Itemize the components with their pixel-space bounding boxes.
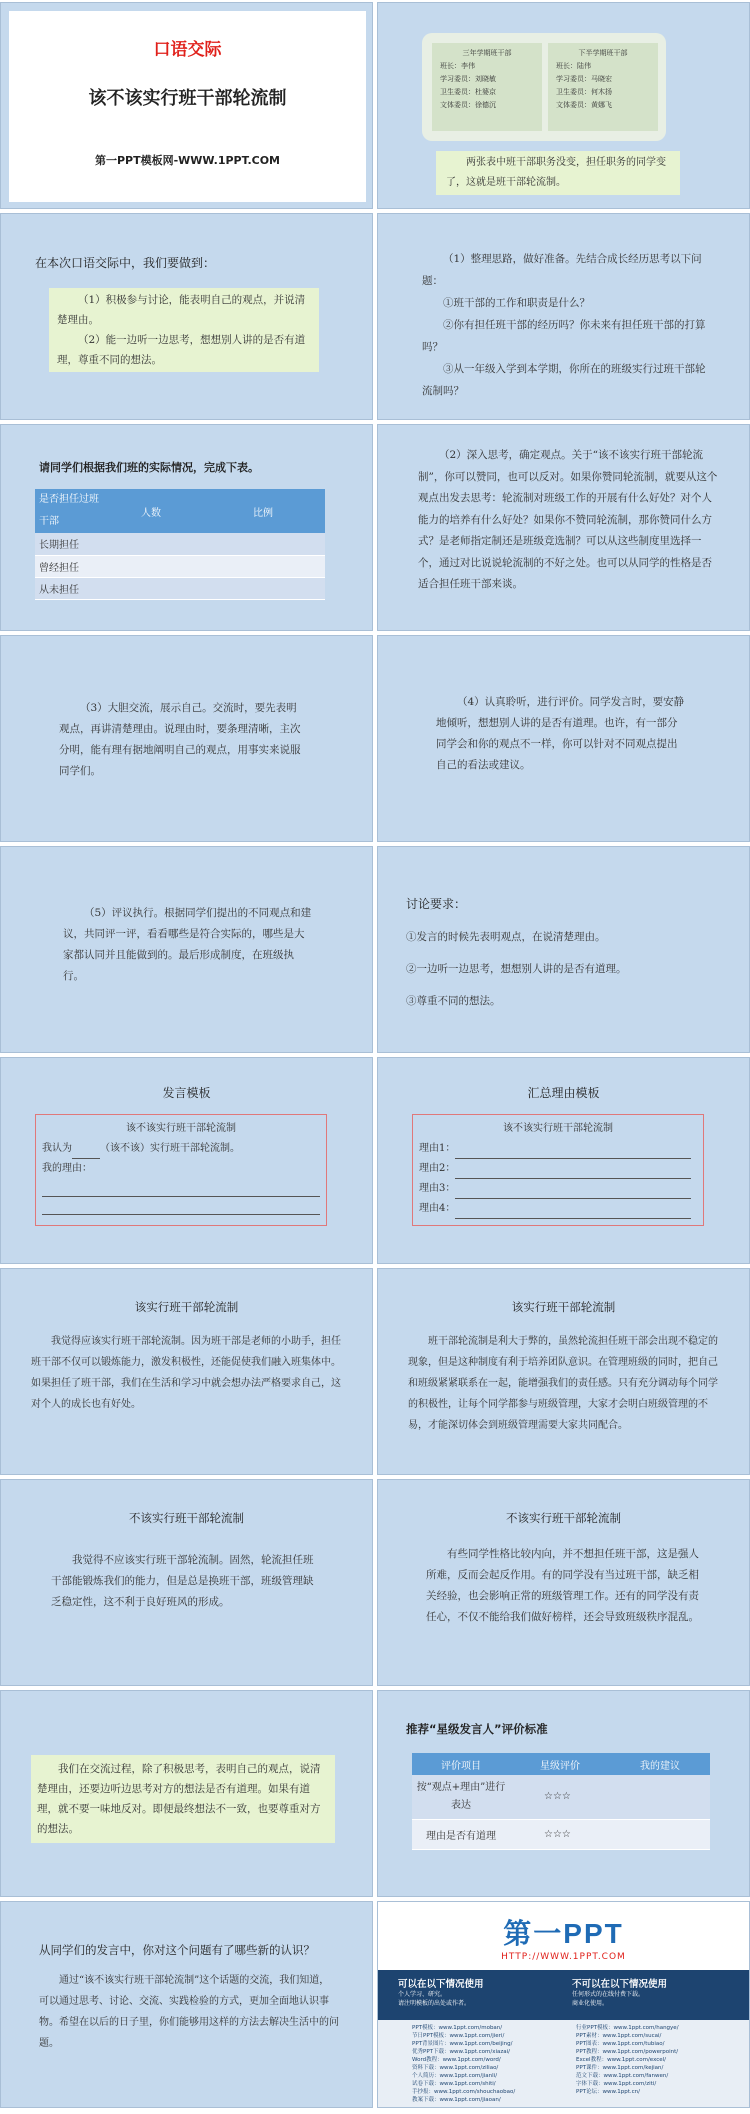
card-left: 三年学期班干部 班长：李伟 学习委员：刘晓敏 卫生委员：杜婆京 文体委员：徐德沉 [432, 43, 542, 131]
slide-title[interactable] [0, 2, 373, 209]
link[interactable]: 资料下载：www.1ppt.com/ziliao/ [412, 2065, 499, 2071]
slide-pro-2[interactable] [377, 1268, 750, 1475]
links-area [378, 2020, 749, 2108]
speech-template-box: 该不该实行班干部轮流制 我认为 （该不该）实行班干部轮流制。 我的理由： [35, 1114, 327, 1226]
table-row: 曾经担任 [35, 555, 325, 577]
survey-heading: 请同学们根据我们班的实际情况，完成下表。 [39, 461, 259, 474]
slide-speech-template[interactable] [0, 1057, 373, 1264]
slide-con-2[interactable] [377, 1479, 750, 1686]
link[interactable]: 节日PPT模板：www.1ppt.com/jieri/ [412, 2033, 505, 2039]
link[interactable]: 个人简历：www.1ppt.com/jianli/ [412, 2073, 498, 2079]
survey-header-0: 是否担任过班干部 [35, 489, 101, 533]
speech-template-heading: 发言模板 [162, 1086, 211, 1100]
page-title: 该不该实行班干部轮流制 [88, 88, 287, 109]
card-right: 下半学期班干部 班长：陆伟 学习委员：马晓宏 卫生委员：何木扬 文体委员：黄娜飞 [548, 43, 658, 131]
list-item: ③尊重不同的想法。 [406, 995, 501, 1007]
site-label: 第一PPT模板网-WWW.1PPT.COM [94, 154, 281, 167]
link[interactable]: PPT模板：www.1ppt.com/moban/ [412, 2025, 503, 2031]
list-item: ①发言的时候先表明观点，在说清楚理由。 [406, 931, 606, 943]
slide-credits[interactable] [377, 1901, 750, 2108]
link[interactable]: PPT素材：www.1ppt.com/sucai/ [576, 2033, 662, 2039]
slide-discussion[interactable] [377, 846, 750, 1053]
link[interactable]: Excel教程：www.1ppt.com/excel/ [576, 2057, 667, 2063]
rating-table [412, 1753, 710, 1850]
link[interactable]: 教案下载：www.1ppt.com/jiaoan/ [412, 2097, 501, 2103]
survey-table [35, 489, 325, 600]
answer-line[interactable] [42, 1197, 320, 1215]
blank[interactable] [72, 1147, 100, 1159]
slide-con-1[interactable] [0, 1479, 373, 1686]
link[interactable]: 行业PPT模板：www.1ppt.com/hangye/ [576, 2025, 679, 2031]
discussion-heading: 讨论要求： [406, 897, 467, 911]
slide-pro-1[interactable] [0, 1268, 373, 1475]
pro-2-heading: 该实行班干部轮流制 [511, 1300, 616, 1314]
slide-reflection[interactable] [0, 1901, 373, 2108]
list-item: ②一边听一边思考，想想别人讲的是否有道理。 [406, 963, 627, 975]
links-left [412, 2024, 562, 2104]
requirements-box: （1）积极参与讨论，能表明自己的观点，并说清楚理由。 （2）能一边听一边思考，想想别人讲的是否有道理，尊重不同的想法。 [49, 288, 319, 372]
link[interactable]: 优秀PPT下载：www.1ppt.com/xiazai/ [412, 2049, 511, 2055]
reasons-template-heading: 汇总理由模板 [527, 1086, 600, 1100]
kicker: 口语交际 [153, 40, 222, 60]
slide-step3[interactable] [0, 635, 373, 842]
link[interactable]: 字体下载：www.1ppt.com/ziti/ [576, 2081, 657, 2087]
can-use: 可以在以下情况使用 个人学习、研究。 请注明模板的出处或作者。 [398, 1979, 484, 2007]
link[interactable]: PPT图表：www.1ppt.com/tubiao/ [576, 2041, 665, 2047]
cards-photo [422, 33, 666, 141]
answer-line[interactable] [42, 1179, 320, 1197]
slide-rating-table[interactable] [377, 1690, 750, 1897]
rating-heading: 推荐“星级发言人”评价标准 [406, 1722, 548, 1736]
table-row: 按“观点+理由”进行表达 ☆☆☆ [412, 1775, 710, 1819]
table-row: 长期担任 [35, 533, 325, 555]
requirements-heading: 在本次口语交际中，我们要做到： [35, 256, 216, 270]
answer-line[interactable] [455, 1167, 691, 1179]
link[interactable]: PPT课件：www.1ppt.com/kejian/ [576, 2065, 664, 2071]
slide-step2[interactable] [377, 424, 750, 631]
slide-summary-note[interactable] [0, 1690, 373, 1897]
survey-header-1: 人数 [101, 489, 201, 533]
table-row: 从未担任 [35, 577, 325, 599]
cards-caption: 两张表中班干部职务没变，担任职务的同学变了，这就是班干部轮流制。 [436, 151, 680, 195]
summary-note-text: 我们在交流过程，除了积极思考，表明自己的观点，说清楚理由，还要边听边思考对方的想法是否有道理。如果有道理，就不要一味地反对。即便最终想法不一致，也要尊重对方的想法。 [31, 1755, 335, 1843]
rating-header-0: 评价项目 [412, 1753, 510, 1775]
answer-line[interactable] [455, 1187, 691, 1199]
rating-header-1: 星级评价 [510, 1753, 610, 1775]
reflection-text: 通过“该不该实行班干部轮流制”这个话题的交流，我们知道，可以通过思考、讨论、交流、实践检验的方式，更加全面地认识事物。希望在以后的日子里，你们能够用这样的方法去解决生活中的问题。 [39, 1975, 339, 2049]
cannot-use: 不可以在以下情况使用 任何形式的在线付费下载。 商业化使用。 [572, 1979, 668, 2007]
survey-header-2: 比例 [201, 489, 325, 533]
pro-1-text: 我觉得应该实行班干部轮流制。因为班干部是老师的小助手，担任班干部不仅可以锻炼能力，激发积极性，还能促使我们融入班集体中。如果担任了班干部，我们在生活和学习中就会想办法严格要求自己，这对个人的成长也有好处。 [31, 1336, 341, 1410]
answer-line[interactable] [455, 1147, 691, 1159]
step2-text: （2）深入思考，确定观点。关于“该不该实行班干部轮流制”，你可以赞同，也可以反对。如果你赞同轮流制，就要从这个观点出发去思考：轮流制对班级工作的开展有什么好处？对个人能力的培养有什么好处？如果你不赞同轮流制，那你赞同什么方式？是老师指定制还是班级竞选制？可以从这些制度里选择一个，通过对比说说轮流制的不好之处。也可以从同学的性格是否适合担任班干部来谈。 [418, 449, 718, 590]
link[interactable]: Word教程：www.1ppt.com/word/ [412, 2057, 501, 2063]
slide-survey-table[interactable] [0, 424, 373, 631]
logo-url[interactable]: HTTP://WWW.1PPT.COM [501, 1952, 626, 1962]
title-card [9, 11, 366, 202]
step3-text: （3）大胆交流，展示自己。交流时，要先表明观点，再讲清楚理由。说理由时，要条理清晰，主次分明，能有理有据地阐明自己的观点，用事实来说服同学们。 [59, 702, 301, 777]
slide-step5[interactable] [0, 846, 373, 1053]
link[interactable]: PPT背景图片：www.1ppt.com/beijing/ [412, 2041, 513, 2047]
slide-requirements[interactable] [0, 213, 373, 420]
link[interactable]: 手抄报：www.1ppt.com/shouchaobao/ [412, 2089, 516, 2095]
slide-step4[interactable] [377, 635, 750, 842]
pro-1-heading: 该实行班干部轮流制 [134, 1300, 239, 1314]
reflection-heading: 从同学们的发言中，你对这个问题有了哪些新的认识？ [39, 1943, 315, 1957]
con-2-text: 有些同学性格比较内向，并不想担任班干部，这是强人所难，反而会起反作用。有的同学没有当过班干部，缺乏相关经验，也会影响正常的班级管理工作。还有的同学没有责任心，不仅不能给我们做好榜样，还会导致班级秩序混乱。 [426, 1548, 699, 1623]
link[interactable]: PPT教程：www.1ppt.com/powerpoint/ [576, 2049, 679, 2055]
pro-2-text: 班干部轮流制是利大于弊的，虽然轮流担任班干部会出现不稳定的现象，但是这种制度有利于培养团队意识。在管理班级的同时，把自己和班级紧紧联系在一起，能增强我们的责任感。只有充分调动每个同学的积极性，让每个同学都参与班级管理，大家才会明白班级管理的不易，才能深切体会到班级管理需要大家共同配合。 [408, 1336, 718, 1431]
step1-text: （1）整理思路，做好准备。先结合成长经历思考以下问题： ①班干部的工作和职责是什么？ ②你有担任班干部的经历吗？你未来有担任班干部的打算吗？ ③从一年级入学到本学期，你所在的班级实行过班干部轮流制吗？ [422, 253, 706, 397]
slide-reasons-template[interactable] [377, 1057, 750, 1264]
rating-header-2: 我的建议 [610, 1753, 710, 1775]
usage-banner [378, 1970, 749, 2020]
link[interactable]: PPT论坛：www.1ppt.cn/ [576, 2089, 640, 2095]
links-right [576, 2024, 736, 2096]
step4-text: （4）认真聆听，进行评价。同学发言时，要安静地倾听，想想别人讲的是否有道理。也许，有一部分同学会和你的观点不一样，你可以针对不同观点提出自己的看法或建议。 [436, 696, 685, 771]
con-1-heading: 不该实行班干部轮流制 [129, 1511, 244, 1525]
logo-area [378, 1902, 749, 1970]
step5-text: （5）评议执行。根据同学们提出的不同观点和建议，共同评一评，看看哪些是符合实际的，哪些是大家都认同并且能做到的。最后形成制度，在班级执行。 [63, 907, 312, 982]
discussion-list [406, 921, 726, 1017]
link[interactable]: 范文下载：www.1ppt.com/fanwen/ [576, 2073, 669, 2079]
slide-step1[interactable] [377, 213, 750, 420]
con-1-text: 我觉得不应该实行班干部轮流制。固然，轮流担任班干部能锻炼我们的能力，但是总是换班干部，班级管理缺乏稳定性，这不利于良好班风的形成。 [51, 1554, 314, 1608]
reasons-template-box: 该不该实行班干部轮流制 理由1： 理由2： 理由3： 理由4： [412, 1114, 704, 1226]
link[interactable]: 试卷下载：www.1ppt.com/shiti/ [412, 2081, 496, 2087]
con-2-heading: 不该实行班干部轮流制 [506, 1511, 621, 1525]
answer-line[interactable] [455, 1207, 691, 1219]
slide-cards[interactable] [377, 2, 750, 209]
logo: 第一PPT [503, 1918, 624, 1949]
table-row: 理由是否有道理 ☆☆☆ [412, 1819, 710, 1849]
